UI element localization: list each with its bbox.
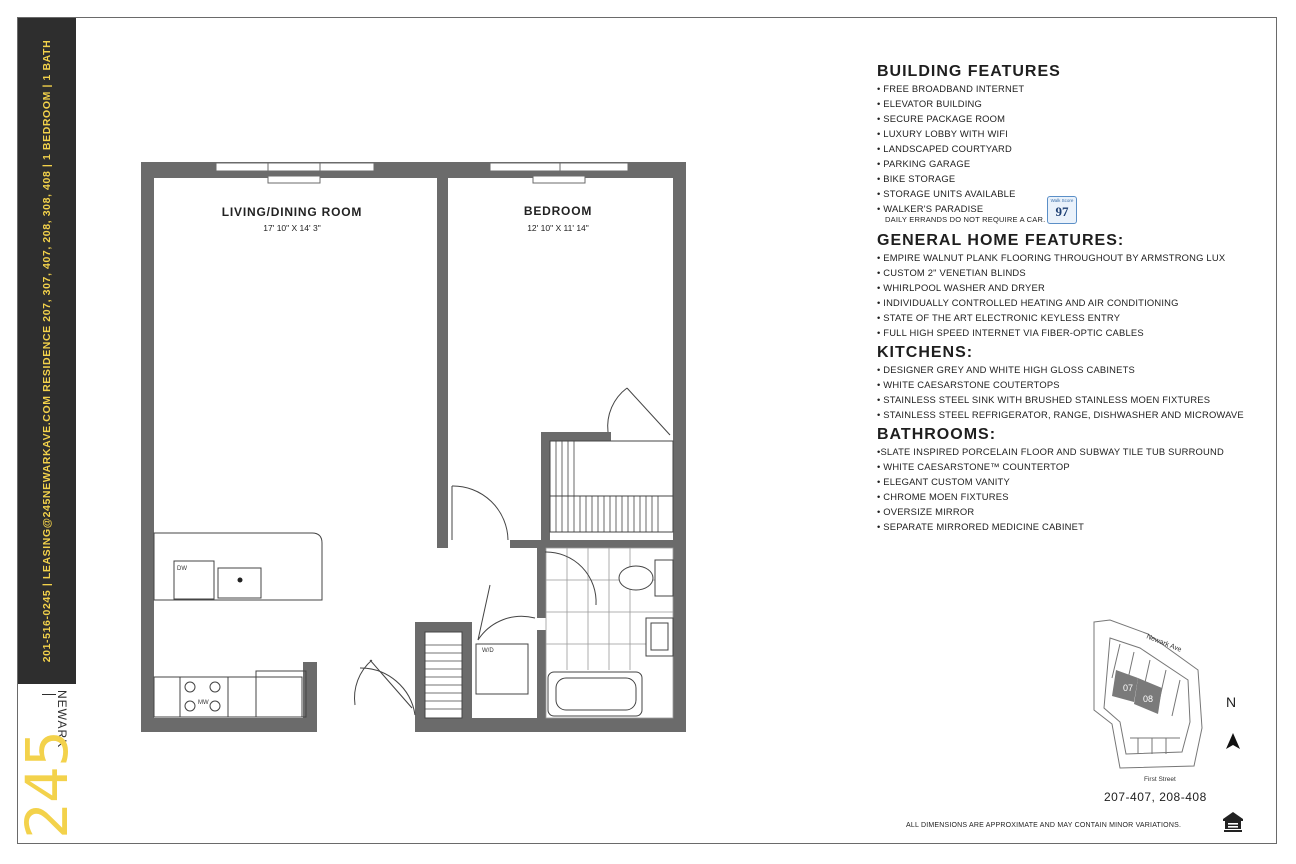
- list-item: • WALKER'S PARADISE: [877, 203, 984, 214]
- key-plan: [1090, 618, 1240, 786]
- street-first-label: First Street: [1144, 776, 1176, 783]
- list-item: • STAINLESS STEEL SINK WITH BRUSHED STAINLESS MOEN FIXTURES: [877, 394, 1211, 405]
- bedroom-dims: 12' 10" X 11' 14": [527, 223, 589, 233]
- wd-shelving: [425, 645, 462, 709]
- walk-score-badge: [1047, 196, 1077, 224]
- list-item: • FREE BROADBAND INTERNET: [877, 83, 1025, 94]
- walls: [141, 162, 686, 732]
- walker-note: DAILY ERRANDS DO NOT REQUIRE A CAR.: [885, 215, 1046, 224]
- bedroom-label: BEDROOM: [523, 204, 593, 218]
- walk-score-label: Walk Score: [1050, 198, 1074, 203]
- street-newark-label: Newark Ave: [1145, 633, 1183, 654]
- sidebar: [13, 18, 81, 844]
- unit-07-label: 07: [1123, 683, 1134, 693]
- kitchen: [154, 533, 322, 717]
- wd-label: W/D: [482, 648, 494, 654]
- list-item: • FULL HIGH SPEED INTERNET VIA FIBER-OPTIC CABLES: [877, 327, 1144, 338]
- list-item: •SLATE INSPIRED PORCELAIN FLOOR AND SUBWAY TILE TUB SURROUND: [877, 446, 1224, 457]
- sink-drain: [238, 578, 243, 583]
- closet-shelving: [556, 441, 658, 532]
- list-item: • STATE OF THE ART ELECTRONIC KEYLESS ENTRY: [877, 312, 1121, 323]
- list-item: • WHITE CAESARSTONE™ COUNTERTOP: [877, 461, 1070, 472]
- list-item: • BIKE STORAGE: [877, 173, 956, 184]
- home-features-title: GENERAL HOME FEATURES:: [877, 232, 1125, 249]
- list-item: • WHITE CAESARSTONE COUTERTOPS: [877, 379, 1060, 390]
- list-item: • STORAGE UNITS AVAILABLE: [877, 188, 1016, 199]
- floor-plan: [135, 155, 695, 745]
- home-features-list: [877, 250, 1257, 340]
- list-item: • INDIVIDUALLY CONTROLLED HEATING AND AIR CONDITIONING: [877, 297, 1179, 308]
- list-item: • ELEVATOR BUILDING: [877, 98, 983, 109]
- closet-doors: [550, 388, 673, 532]
- bedroom-door: [452, 486, 508, 540]
- list-item: • STAINLESS STEEL REFRIGERATOR, RANGE, DISHWASHER AND MICROWAVE: [877, 409, 1244, 420]
- list-item: • LUXURY LOBBY WITH WIFI: [877, 128, 1009, 139]
- range-burners: [185, 682, 220, 711]
- list-item: • CUSTOM 2" VENETIAN BLINDS: [877, 267, 1026, 278]
- walk-score-value: 97: [1055, 204, 1069, 219]
- entry-door: [355, 660, 415, 715]
- north-arrow-icon: [1226, 733, 1240, 749]
- equal-housing-icon: [1222, 811, 1244, 833]
- list-item: • DESIGNER GREY AND WHITE HIGH GLOSS CABINETS: [877, 364, 1135, 375]
- bathrooms-title: BATHROOMS:: [877, 426, 997, 443]
- features-panel: [877, 62, 1257, 537]
- list-item: • PARKING GARAGE: [877, 158, 971, 169]
- kitchens-title: KITCHENS:: [877, 344, 974, 361]
- list-item: • SEPARATE MIRRORED MEDICINE CABINET: [877, 521, 1085, 532]
- logo-word: NEWARK: [55, 690, 69, 749]
- wd-closet: [425, 585, 535, 718]
- units-caption: 207-407, 208-408: [1104, 790, 1207, 804]
- list-item: • SECURE PACKAGE ROOM: [877, 113, 1006, 124]
- living-room-label: LIVING/DINING ROOM: [221, 205, 363, 219]
- living-room-dims: 17' 10" X 14' 3": [263, 223, 321, 233]
- north-label: N: [1226, 694, 1237, 710]
- unit-08-label: 08: [1143, 694, 1154, 704]
- list-item: • WHIRLPOOL WASHER AND DRYER: [877, 282, 1045, 293]
- bathrooms-list: [877, 444, 1257, 534]
- kitchens-list: [877, 362, 1257, 422]
- list-item: • CHROME MOEN FIXTURES: [877, 491, 1009, 502]
- logo-number: 245: [13, 731, 81, 839]
- list-item: • OVERSIZE MIRROR: [877, 506, 975, 517]
- list-item: • LANDSCAPED COURTYARD: [877, 143, 1012, 154]
- sidebar-contact-line: 201-516-0245 | LEASING@245NEWARKAVE.COM RESIDENCE 207, 307, 407, 208, 308, 408 | 1 BEDROOM | 1 BATH: [41, 39, 53, 663]
- building-features-title: BUILDING FEATURES: [877, 63, 1061, 80]
- sidebar-band: [18, 18, 76, 684]
- list-item: • EMPIRE WALNUT PLANK FLOORING THROUGHOUT BY ARMSTRONG LUX: [877, 252, 1226, 263]
- list-item: • ELEGANT CUSTOM VANITY: [877, 476, 1010, 487]
- disclaimer: ALL DIMENSIONS ARE APPROXIMATE AND MAY CONTAIN MINOR VARIATIONS.: [906, 822, 1182, 829]
- bath-door: [545, 552, 596, 605]
- dw-label: DW: [177, 566, 187, 572]
- microwave-label: MW: [198, 700, 209, 706]
